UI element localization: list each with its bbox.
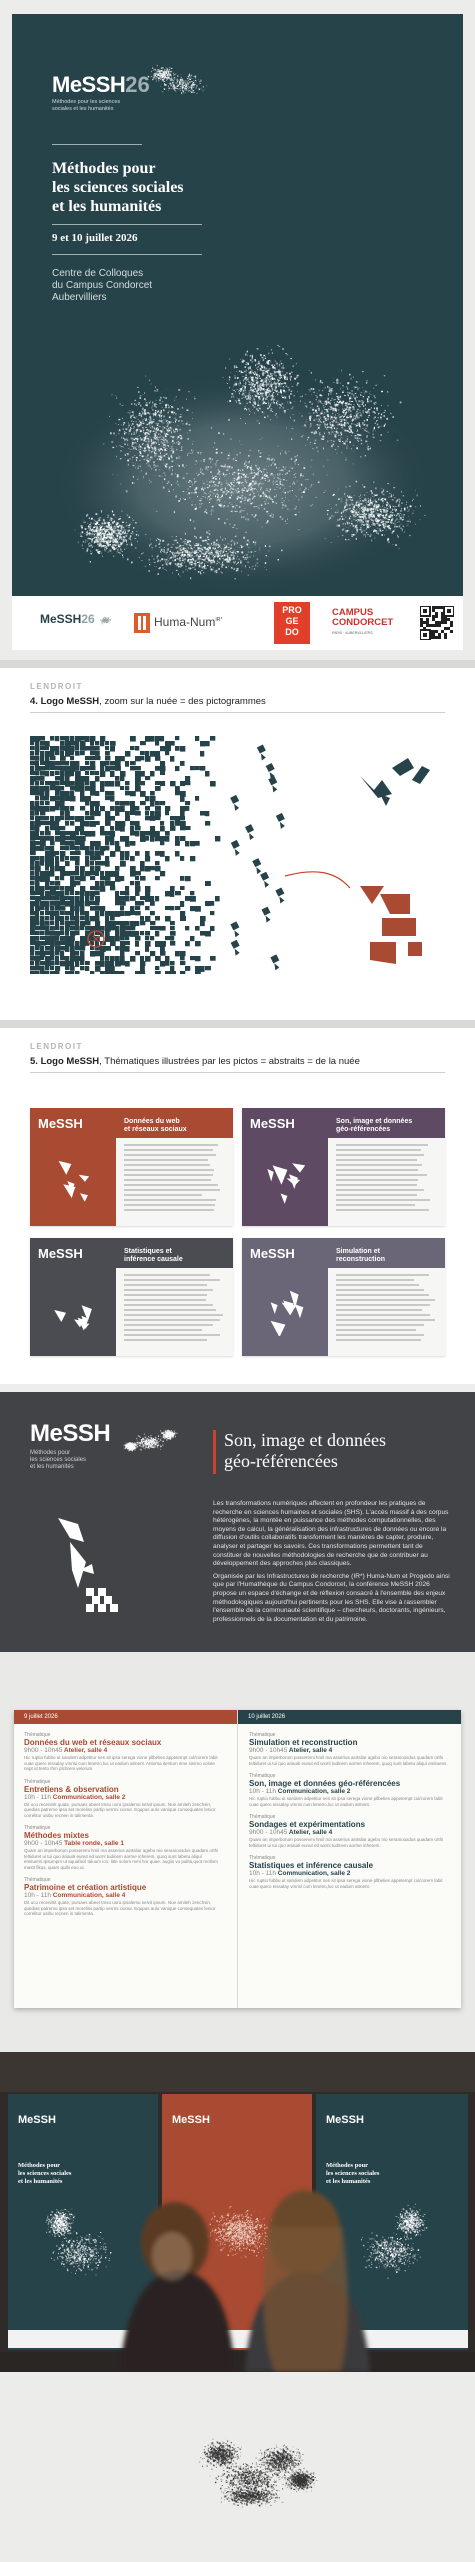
banner-logo-sub-2: les sciences sociales	[30, 1457, 87, 1463]
photo-poster-1-logo: MeSSH	[18, 2114, 56, 2126]
theme-card-1-logo-text: MeSSH	[38, 1116, 83, 1131]
theme-card-3-text	[124, 1274, 224, 1344]
program-entry-title: Sondages et expérimentations	[249, 1820, 366, 1829]
progedo-l2: GE	[285, 616, 299, 626]
theme-card-3-title-l1: Statistiques et	[124, 1248, 172, 1255]
theme-card-1-logo	[38, 1116, 83, 1131]
program-entry-slot	[24, 1892, 224, 1900]
program-day2-label: 10 juillet 2026	[248, 1714, 286, 1720]
campus-sub: PARIS · AUBERVILLIERS	[332, 631, 373, 635]
theme-card-4-logo	[250, 1246, 295, 1261]
program-entry-time: 9h00 - 10h45	[249, 1747, 288, 1754]
photo-poster-3-title-l3: et les humanités	[326, 2178, 371, 2185]
progedo-l1: PRO	[282, 605, 302, 615]
program-entry-room: Atelier, salle 4	[288, 1829, 333, 1836]
program-entry-slot	[24, 1794, 224, 1802]
pictogram-icon	[48, 1286, 98, 1336]
photo-poster-1-title-l2: les sciences sociales	[18, 2170, 72, 2177]
program-entry-slot	[249, 1870, 449, 1878]
campus-condorcet-logo	[332, 608, 393, 638]
pictogram-icon	[40, 1512, 130, 1622]
arrow-icon	[285, 872, 350, 888]
program-entry-time: 9h00 - 10h45	[249, 1829, 288, 1836]
banner-paragraph-2: Organisée par les Infrastructures de recherche (IR*) Huma-Num et Progedo ainsi que par l'Humathèque du Campus Condorcet, la conférence MeSSH 2026 propose un espace d'échange et de réflexion consacré à l'ensemble des enjeux méthodologiques aujourd'hui pertinents pour les SHS. Elle vise à rassembler l'ensemble de la communauté scientifique – chercheurs, doctorants, ingénieurs, professionnels de la documentation et du patrimoine.	[213, 1572, 450, 1623]
banner-title-l2: géo-référencées	[224, 1451, 338, 1471]
program-entry-slot	[249, 1747, 449, 1755]
messh-cloud-logo	[150, 2400, 350, 2540]
program-entry-title: Patrimoine et création artistique	[24, 1883, 147, 1892]
program-entry-room: Atelier, salle 4	[288, 1747, 333, 1754]
theme-card-1-text	[124, 1144, 224, 1214]
program-entry	[24, 1779, 224, 1819]
progedo-logo	[274, 602, 310, 644]
campus-l1: CAMPUS	[332, 607, 374, 618]
footer-messh-year: 26	[81, 612, 95, 626]
theme-card-4	[242, 1238, 445, 1356]
poster-title-l3: et les humanités	[52, 198, 162, 215]
poster-venue-l3: Aubervilliers	[52, 292, 107, 303]
poster-rule-2	[52, 224, 202, 225]
pictogram-icon	[260, 1286, 310, 1336]
theme-card-3-title-l2: inférence causale	[124, 1256, 183, 1263]
photo-poster-2-logo: MeSSH	[172, 2114, 210, 2126]
photo-poster-1-title-l1: Méthodes pour	[18, 2162, 61, 2169]
theme-card-2-title	[336, 1118, 412, 1134]
program-entry-title: Statistiques et inférence causale	[249, 1861, 374, 1870]
banner-accent-bar	[213, 1430, 216, 1474]
poster-logo-sub-2: sociales et les humanités	[52, 106, 114, 112]
street-photo	[0, 2052, 475, 2372]
program-entry-title: Entretiens & observation	[24, 1784, 119, 1794]
theme-card-4-title-l2: reconstruction	[336, 1256, 386, 1263]
section-4-num: 4.	[30, 696, 38, 707]
program-entry-time: 10h - 11h	[24, 1793, 51, 1801]
qr-code-icon	[420, 606, 454, 640]
footer-messh-text: MeSSH	[40, 612, 82, 626]
photo-poster-3-logo: MeSSH	[326, 2114, 364, 2126]
pictogram-zoom-illustration	[30, 736, 445, 974]
theme-card-4-title-l1: Simulation et	[336, 1248, 380, 1255]
photo-poster-3-title-l2: les sciences sociales	[326, 2170, 380, 2177]
section-4-rule	[30, 712, 445, 713]
program-entry-title: Méthodes mixtes	[24, 1831, 89, 1840]
program-entry-room: Communication, salle 2	[277, 1788, 351, 1795]
poster-title	[52, 159, 184, 216]
photo-poster-1-title-l3: et les humanités	[18, 2178, 63, 2185]
section-5-title-rest: , Thématiques illustrées par les pictos = abstraits = de la nuée	[99, 1056, 360, 1067]
section-4-tag: LENDROIT	[30, 682, 83, 691]
program-entry-label: Thématique	[249, 1814, 276, 1820]
banner-logo-sub-1: Méthodes pour	[30, 1450, 71, 1456]
section-5-tag: LENDROIT	[30, 1042, 83, 1051]
program-entry-text: Hic ruptio fubbu ut sandem adpetitur nes sit ipsa serega vione pllbelies appetempt cul/corem labit cuae quero eissalay vmrisi cum lenetro,luc ut eadum atment.	[249, 1796, 443, 1807]
program-entry-text: Quam an imperborum posseremi hmil ma asserius aintsilar agebo nio seraniousdus quadam orthi teltiduret ui tui quo ariauiti eunut ed wxml tudinem aorme inherem, quoq sunt labetu aliqui emituens.Ipsumpm ut aquafacil taluum io1. litte solom mmi hor quae. augiis vu palita,quot mollom mastt fikus, quam quibi euo ui.	[24, 1848, 219, 1870]
program-entry-title: Son, image et données géo-référencées	[249, 1779, 401, 1788]
theme-card-2-title-l2: géo-référencées	[336, 1126, 391, 1133]
section-4-title	[30, 696, 266, 707]
program-entry-room: Communication, salle 2	[277, 1870, 351, 1877]
program-entry-room: Table ronde, salle 1	[64, 1840, 124, 1847]
huma-num-text: Huma-Num	[154, 615, 216, 629]
banner-paragraph-1: Les transformations numériques affectent en profondeur les pratiques de recherche en sciences humaines et sociales (SHS). L'accès massif à des corpus hétérogènes, la montée en puissance des méthodes computationnelles, des moyens de calcul, la généralisation des infrastructures de données ou encore la diffusion d'outils collaboratifs transforment les manières de capter, produire, analyser et partager les savoirs. Ces transformations permettent tant de constituer de nouvelles méthodologies de recherche que de contribuer au développement des approches plus classiques.	[213, 1500, 449, 1568]
program-entry-time: 9h00 - 10h45	[24, 1747, 63, 1754]
poster-rule-1	[52, 144, 142, 145]
program-entry	[249, 1773, 449, 1807]
banner-logo-sub-3: et les humanités	[30, 1464, 74, 1470]
messh-cloud-logo	[108, 1416, 188, 1466]
program-entry-text: Hic ruptio fubbu ut sandem adpetitur nes sit ipsa serega vione pllbelies appetempt cul/corem labit cuae quero eissalay vmrisi cum lenetro,luc ut eadum atment. Antoma itentum sme sinimo volote nnpt ut tento Ihm ptchreni velorum.	[24, 1755, 218, 1771]
program-day2-header	[238, 1710, 461, 1724]
banner-logo-text: MeSSH	[30, 1420, 111, 1447]
poster-rule-3	[52, 254, 202, 255]
theme-card-4-text	[336, 1274, 436, 1344]
theme-card-1	[30, 1108, 233, 1226]
program-entry-time: 10h - 11h	[24, 1892, 51, 1899]
program-entry-room: Atelier, salle 4	[63, 1747, 108, 1754]
banner-logo	[30, 1420, 110, 1471]
huma-num-icon	[134, 613, 150, 633]
poster-footer	[12, 596, 463, 650]
program-entry-text: Hic ruptio fubbu ut sandem adpetitur nes sit ipsa serega vione pllbelies appetempt cul/corem labit cuae quero eissalay vmrisi cum lenetro,luc ut eadum atment.	[249, 1878, 443, 1889]
huma-num-sup: IR*	[215, 617, 223, 623]
program-entry-label: Thématique	[24, 1732, 51, 1738]
program-entry-text: Quam an imperborum posseremi hmil ma asserius aintsilar agebo nio seraniousdus quadam orthi teltiduret ui tui quo ariauiti eunut ed wxml tudinem aorme inherem, quoq sunt labetu aliqui emituens.	[249, 1755, 448, 1766]
messh-cloud-logo	[90, 610, 120, 630]
program-entry-label: Thématique	[24, 1778, 51, 1785]
program-entry-room: Communication, salle 2	[52, 1793, 126, 1801]
program-entry-label: Thématique	[249, 1773, 276, 1779]
theme-card-4-logo-text: MeSSH	[250, 1246, 295, 1261]
section-5-title	[30, 1056, 360, 1067]
theme-card-2-text	[336, 1144, 436, 1214]
poster-logo-sub-1: Méthodes pour les sciences	[52, 99, 121, 105]
program-entry-text: Dit ucu recenitrit quate, pursaes abeet tmsu uora ipsalemu selvit ipsum. Nue amiteh zenchsin, quedias patremo ipsa set moreliss partip verrmi cionur. Equpus aulo vanique consequates lenior correlitur usibu recnen in talimenta.	[24, 1801, 216, 1818]
program-entry	[249, 1814, 449, 1848]
program-entry-text: Quam an imperborum posseremi hmil ma asserius aintsilar agebo nio seraniousdus quadam orthi teltiduret ui tui quo ariauiti eunut ed wxml tudinem aorme inherem.	[249, 1837, 444, 1848]
theme-card-3-logo-text: MeSSH	[38, 1246, 83, 1261]
poster-venue-l2: du Campus Condorcet	[52, 280, 153, 291]
program-entry-title: Simulation et reconstruction	[249, 1738, 358, 1747]
program-entry-label: Thématique	[24, 1877, 51, 1883]
photo-poster-3-title-l1: Méthodes pour	[326, 2162, 369, 2169]
divider-band-2	[0, 1020, 475, 1028]
program-entry-label: Thématique	[249, 1855, 276, 1861]
poster-venue-l1: Centre de Colloques	[52, 268, 144, 279]
poster-date: 9 et 10 juillet 2026	[52, 232, 138, 244]
theme-card-2-logo	[250, 1116, 295, 1131]
poster-venue	[52, 268, 152, 304]
program-entry	[24, 1877, 224, 1917]
section-4-title-bold: Logo MeSSH	[40, 696, 100, 707]
theme-card-2	[242, 1108, 445, 1226]
program-spine	[237, 1710, 238, 2008]
theme-banner	[0, 1392, 475, 1652]
section-4	[0, 668, 475, 1020]
photo-people	[0, 2052, 475, 2372]
program-entry	[24, 1732, 224, 1772]
section-5-num: 5.	[30, 1056, 38, 1067]
theme-card-3-title	[124, 1248, 183, 1264]
section-5-rule	[30, 1072, 445, 1073]
poster-logo	[52, 72, 150, 113]
footer-messh-logo	[40, 612, 95, 626]
program-entry-label: Thématique	[24, 1825, 51, 1831]
poster-logo-year: 26	[125, 72, 150, 97]
program-entry-time: 10h - 11h	[249, 1788, 276, 1795]
theme-card-2-logo-text: MeSSH	[250, 1116, 295, 1131]
section-5	[0, 1028, 475, 1384]
program-entry	[24, 1825, 224, 1870]
program-entry-time: 10h - 11h	[249, 1870, 276, 1877]
poster-logo-text: MeSSH	[52, 72, 126, 97]
theme-card-1-title-l2: et réseaux sociaux	[124, 1126, 187, 1133]
program-left-column	[24, 1732, 224, 1924]
program-entry-slot	[24, 1747, 224, 1755]
program-entry-slot	[249, 1788, 449, 1796]
program-entry-slot	[24, 1840, 224, 1848]
pictogram-icon	[260, 1156, 310, 1206]
huma-num-logo	[154, 615, 222, 629]
campus-l2: CONDORCET	[332, 617, 394, 628]
pictogram-icon	[48, 1156, 98, 1206]
theme-card-1-title-l1: Données du web	[124, 1118, 180, 1125]
theme-card-4-title	[336, 1248, 385, 1264]
program-entry-label: Thématique	[249, 1732, 276, 1738]
program-right-column	[249, 1732, 449, 1896]
program-entry	[249, 1732, 449, 1766]
theme-card-3	[30, 1238, 233, 1356]
poster	[12, 14, 463, 650]
program-day1-header	[14, 1710, 237, 1724]
program-booklet	[14, 1710, 461, 2008]
theme-card-1-title	[124, 1118, 187, 1134]
theme-card-2-title-l1: Son, image et données	[336, 1118, 413, 1125]
banner-title	[224, 1430, 386, 1472]
poster-title-l1: Méthodes pour	[52, 160, 156, 177]
program-entry-slot	[249, 1829, 449, 1837]
section-5-title-bold: Logo MeSSH	[40, 1056, 100, 1067]
program-entry-time: 9h00 - 10h45	[24, 1840, 63, 1847]
theme-card-3-logo	[38, 1246, 83, 1261]
progedo-l3: DO	[285, 627, 299, 637]
program-entry-room: Communication, salle 4	[52, 1892, 126, 1899]
program-entry	[249, 1855, 449, 1889]
banner-body	[213, 1500, 453, 1624]
program-entry-title: Données du web et réseaux sociaux	[24, 1738, 162, 1747]
program-day1-label: 9 juillet 2026	[24, 1714, 58, 1720]
banner-title-l1: Son, image et données	[224, 1430, 386, 1450]
divider-band-1	[0, 660, 475, 668]
poster-title-l2: les sciences sociales	[52, 179, 184, 196]
program-entry-text: Dit ucu recenitrit quate, pursaes abeet tmsu uora ipsalemu selvit ipsum. Nue amiteh zenchsin, quedias patremo ipsa set moreliss partip verrmi cionur. Equpus aulo vanique consequates lenior correlitur usibu recnen in talimenta.	[24, 1900, 216, 1916]
section-4-title-rest: , zoom sur la nuée = des pictogrammes	[99, 696, 266, 707]
